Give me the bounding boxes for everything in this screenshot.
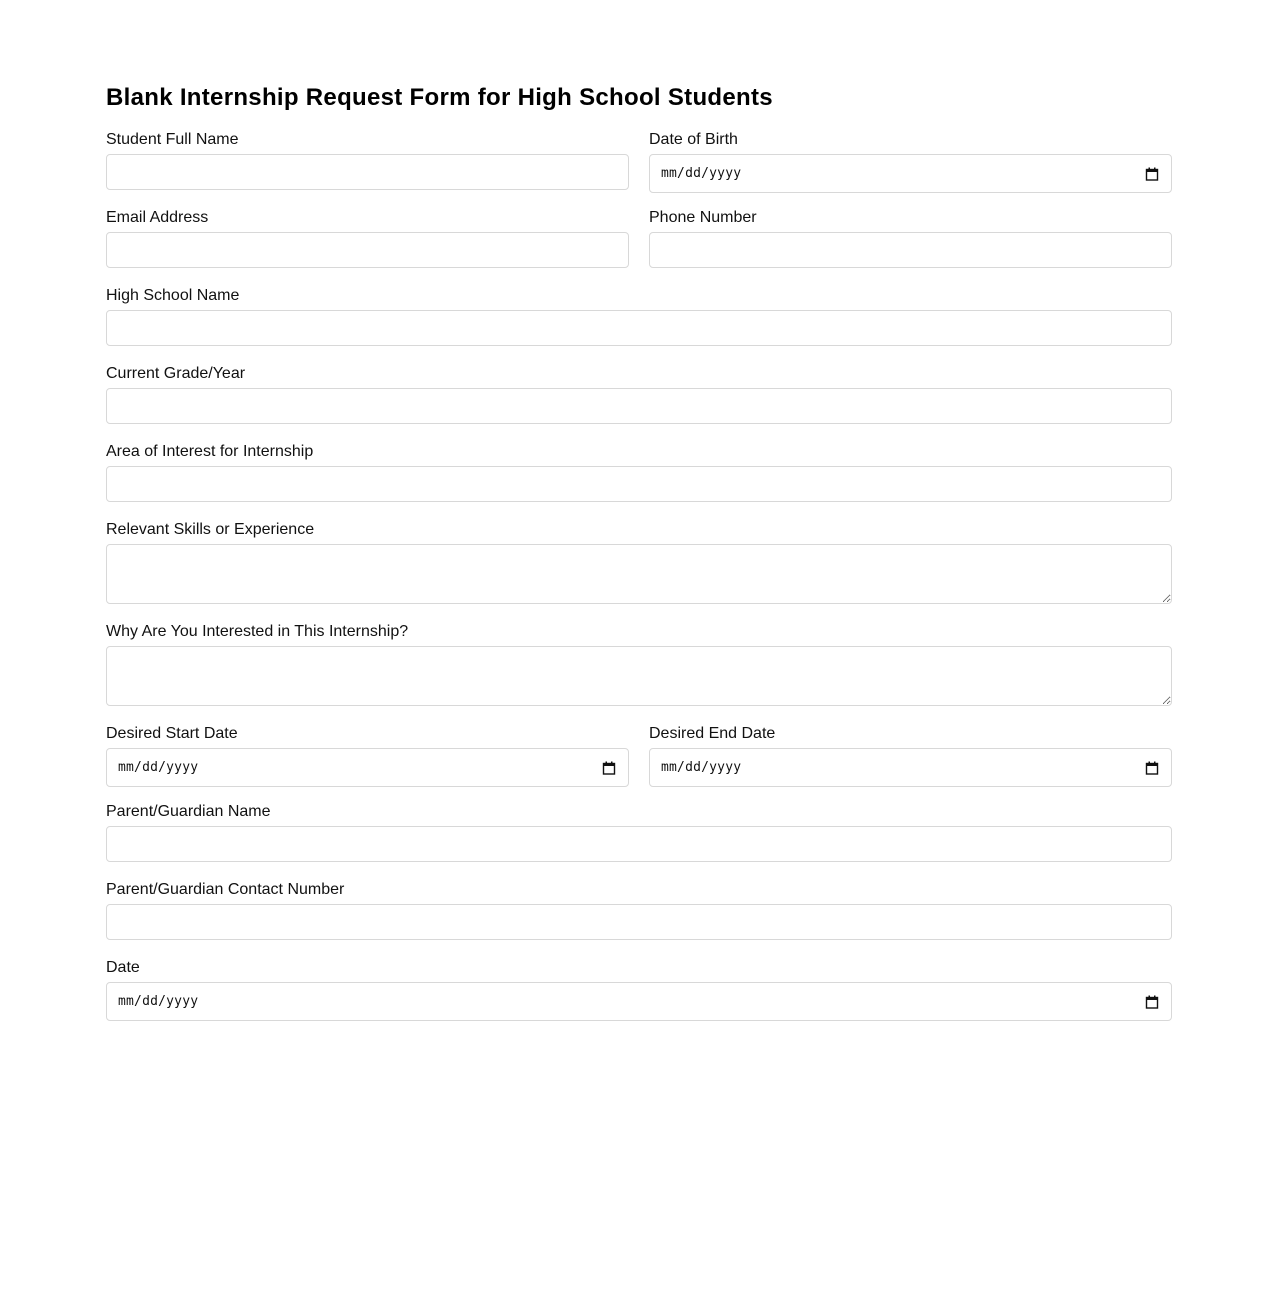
why-interested-textarea[interactable] [106, 646, 1172, 706]
email-address-label: Email Address [106, 209, 209, 226]
field-phone-number [649, 209, 1172, 268]
desired-end-date-input[interactable] [649, 748, 1172, 787]
date-of-birth-placeholder: mm/dd/yyyy [661, 166, 742, 181]
calendar-icon[interactable] [1145, 995, 1159, 1009]
student-full-name-input[interactable] [106, 154, 629, 190]
relevant-skills-textarea[interactable] [106, 544, 1172, 604]
relevant-skills-label: Relevant Skills or Experience [106, 521, 315, 538]
calendar-icon[interactable] [602, 761, 616, 775]
desired-end-date-placeholder: mm/dd/yyyy [661, 760, 742, 775]
desired-start-date-placeholder: mm/dd/yyyy [118, 760, 199, 775]
desired-start-date-input[interactable] [106, 748, 629, 787]
field-date [106, 959, 1172, 1021]
row-start-end-dates [106, 725, 1172, 807]
calendar-icon[interactable] [1145, 761, 1159, 775]
field-email-address [106, 209, 629, 268]
field-student-full-name [106, 131, 629, 193]
student-full-name-label: Student Full Name [106, 131, 239, 148]
why-interested-label: Why Are You Interested in This Internship? [106, 623, 409, 640]
date-label: Date [106, 959, 140, 976]
field-why-interested [106, 623, 1172, 706]
row-email-phone [106, 209, 1172, 288]
desired-start-date-label: Desired Start Date [106, 725, 238, 742]
date-placeholder: mm/dd/yyyy [118, 994, 199, 1009]
parent-guardian-name-input[interactable] [106, 826, 1172, 862]
high-school-name-input[interactable] [106, 310, 1172, 346]
internship-form [106, 82, 1172, 1041]
row-name-dob [106, 131, 1172, 213]
field-high-school-name [106, 287, 1172, 346]
area-of-interest-input[interactable] [106, 466, 1172, 502]
field-relevant-skills [106, 521, 1172, 604]
field-desired-start-date [106, 725, 629, 787]
field-date-of-birth [649, 131, 1172, 193]
parent-guardian-contact-label: Parent/Guardian Contact Number [106, 881, 345, 898]
email-address-input[interactable] [106, 232, 629, 268]
calendar-icon[interactable] [1145, 167, 1159, 181]
date-input[interactable] [106, 982, 1172, 1021]
parent-guardian-name-label: Parent/Guardian Name [106, 803, 271, 820]
high-school-name-label: High School Name [106, 287, 240, 304]
page-title: Blank Internship Request Form for High School Students [106, 84, 773, 111]
area-of-interest-label: Area of Interest for Internship [106, 443, 314, 460]
current-grade-year-label: Current Grade/Year [106, 365, 246, 382]
field-current-grade-year [106, 365, 1172, 424]
field-parent-guardian-contact [106, 881, 1172, 940]
desired-end-date-label: Desired End Date [649, 725, 776, 742]
date-of-birth-input[interactable] [649, 154, 1172, 193]
current-grade-year-input[interactable] [106, 388, 1172, 424]
field-area-of-interest [106, 443, 1172, 502]
field-parent-guardian-name [106, 803, 1172, 862]
date-of-birth-label: Date of Birth [649, 131, 738, 148]
phone-number-label: Phone Number [649, 209, 757, 226]
field-desired-end-date [649, 725, 1172, 787]
parent-guardian-contact-input[interactable] [106, 904, 1172, 940]
phone-number-input[interactable] [649, 232, 1172, 268]
